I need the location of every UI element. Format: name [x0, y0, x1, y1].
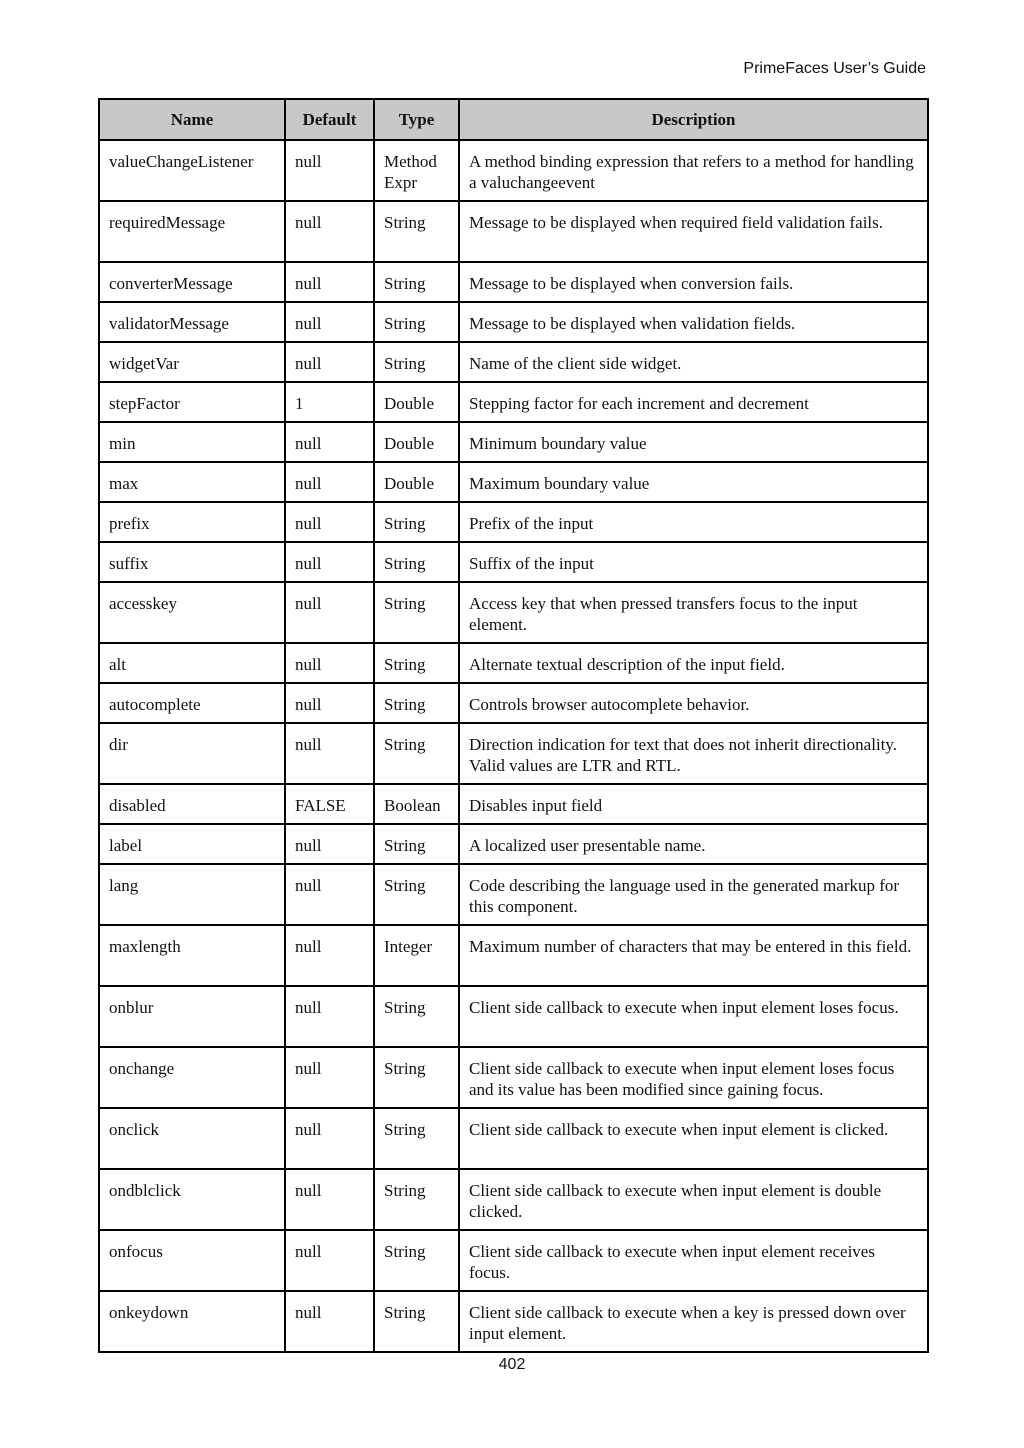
- cell-description: Minimum boundary value: [459, 422, 928, 462]
- cell-type: String: [374, 1047, 459, 1108]
- table-row: [99, 462, 928, 502]
- cell-description: A method binding expression that refers to a method for handling a valuchangeevent: [459, 140, 928, 201]
- cell-type: String: [374, 542, 459, 582]
- cell-default: null: [285, 986, 374, 1047]
- cell-description: Client side callback to execute when input element loses focus.: [459, 986, 928, 1047]
- cell-default: null: [285, 1108, 374, 1169]
- cell-name: requiredMessage: [99, 201, 285, 262]
- cell-default: null: [285, 302, 374, 342]
- cell-description: Access key that when pressed transfers focus to the input element.: [459, 582, 928, 643]
- cell-name: maxlength: [99, 925, 285, 986]
- table-row: [99, 542, 928, 582]
- cell-type: String: [374, 824, 459, 864]
- cell-description: Client side callback to execute when input element receives focus.: [459, 1230, 928, 1291]
- cell-name: onclick: [99, 1108, 285, 1169]
- cell-description: Alternate textual description of the input field.: [459, 643, 928, 683]
- cell-description: Client side callback to execute when a key is pressed down over input element.: [459, 1291, 928, 1352]
- table-row: [99, 1230, 928, 1291]
- cell-default: null: [285, 1047, 374, 1108]
- cell-type: Method Expr: [374, 140, 459, 201]
- cell-type: Boolean: [374, 784, 459, 824]
- table-row: [99, 824, 928, 864]
- table-row: [99, 1169, 928, 1230]
- cell-name: stepFactor: [99, 382, 285, 422]
- cell-name: accesskey: [99, 582, 285, 643]
- cell-default: 1: [285, 382, 374, 422]
- table-row: [99, 864, 928, 925]
- cell-default: null: [285, 422, 374, 462]
- table-row: [99, 201, 928, 262]
- cell-description: Code describing the language used in the generated markup for this component.: [459, 864, 928, 925]
- cell-name: onblur: [99, 986, 285, 1047]
- running-header: PrimeFaces User’s Guide: [743, 60, 926, 77]
- cell-name: onkeydown: [99, 1291, 285, 1352]
- table-row: [99, 302, 928, 342]
- cell-description: Message to be displayed when conversion fails.: [459, 262, 928, 302]
- cell-default: null: [285, 502, 374, 542]
- cell-default: null: [285, 542, 374, 582]
- cell-type: String: [374, 1230, 459, 1291]
- table-row: [99, 502, 928, 542]
- cell-name: prefix: [99, 502, 285, 542]
- cell-name: suffix: [99, 542, 285, 582]
- attributes-table: [98, 98, 929, 1353]
- cell-type: String: [374, 986, 459, 1047]
- cell-default: null: [285, 342, 374, 382]
- cell-type: Integer: [374, 925, 459, 986]
- cell-description: Controls browser autocomplete behavior.: [459, 683, 928, 723]
- cell-type: String: [374, 342, 459, 382]
- cell-description: Message to be displayed when required field validation fails.: [459, 201, 928, 262]
- cell-type: String: [374, 1108, 459, 1169]
- cell-type: String: [374, 1169, 459, 1230]
- cell-description: Client side callback to execute when input element is double clicked.: [459, 1169, 928, 1230]
- cell-default: null: [285, 1230, 374, 1291]
- cell-default: null: [285, 824, 374, 864]
- cell-type: String: [374, 262, 459, 302]
- cell-name: autocomplete: [99, 683, 285, 723]
- cell-default: null: [285, 864, 374, 925]
- cell-type: Double: [374, 382, 459, 422]
- cell-default: null: [285, 925, 374, 986]
- cell-type: String: [374, 582, 459, 643]
- table-row: [99, 723, 928, 784]
- cell-default: null: [285, 723, 374, 784]
- cell-type: String: [374, 643, 459, 683]
- cell-type: String: [374, 502, 459, 542]
- column-header-default: Default: [285, 99, 374, 140]
- cell-type: String: [374, 683, 459, 723]
- cell-name: widgetVar: [99, 342, 285, 382]
- cell-description: Maximum boundary value: [459, 462, 928, 502]
- table-row: [99, 1291, 928, 1352]
- cell-default: null: [285, 262, 374, 302]
- table-row: [99, 784, 928, 824]
- cell-default: null: [285, 201, 374, 262]
- cell-type: String: [374, 201, 459, 262]
- cell-default: null: [285, 683, 374, 723]
- column-header-type: Type: [374, 99, 459, 140]
- cell-default: null: [285, 140, 374, 201]
- cell-type: String: [374, 302, 459, 342]
- cell-type: String: [374, 1291, 459, 1352]
- cell-type: String: [374, 723, 459, 784]
- table-row: [99, 342, 928, 382]
- cell-description: Name of the client side widget.: [459, 342, 928, 382]
- cell-type: Double: [374, 462, 459, 502]
- cell-name: dir: [99, 723, 285, 784]
- table-row: [99, 422, 928, 462]
- table-row: [99, 643, 928, 683]
- table-header-row: [99, 99, 928, 140]
- cell-description: Prefix of the input: [459, 502, 928, 542]
- cell-type: Double: [374, 422, 459, 462]
- cell-type: String: [374, 864, 459, 925]
- table-row: [99, 986, 928, 1047]
- cell-default: null: [285, 1291, 374, 1352]
- cell-description: Stepping factor for each increment and decrement: [459, 382, 928, 422]
- cell-name: min: [99, 422, 285, 462]
- column-header-description: Description: [459, 99, 928, 140]
- cell-default: FALSE: [285, 784, 374, 824]
- cell-name: converterMessage: [99, 262, 285, 302]
- page-number: 402: [498, 1356, 526, 1373]
- cell-name: validatorMessage: [99, 302, 285, 342]
- table-row: [99, 1047, 928, 1108]
- cell-name: onchange: [99, 1047, 285, 1108]
- cell-description: Client side callback to execute when input element is clicked.: [459, 1108, 928, 1169]
- column-header-name: Name: [99, 99, 285, 140]
- cell-description: Client side callback to execute when input element loses focus and its value has been modified since gaining focus.: [459, 1047, 928, 1108]
- cell-default: null: [285, 582, 374, 643]
- cell-name: max: [99, 462, 285, 502]
- cell-name: ondblclick: [99, 1169, 285, 1230]
- cell-default: null: [285, 643, 374, 683]
- cell-name: label: [99, 824, 285, 864]
- cell-description: Maximum number of characters that may be entered in this field.: [459, 925, 928, 986]
- cell-description: A localized user presentable name.: [459, 824, 928, 864]
- table-row: [99, 1108, 928, 1169]
- cell-default: null: [285, 462, 374, 502]
- cell-name: valueChangeListener: [99, 140, 285, 201]
- cell-name: onfocus: [99, 1230, 285, 1291]
- cell-default: null: [285, 1169, 374, 1230]
- cell-description: Disables input field: [459, 784, 928, 824]
- cell-name: alt: [99, 643, 285, 683]
- cell-name: lang: [99, 864, 285, 925]
- table-row: [99, 382, 928, 422]
- cell-description: Direction indication for text that does not inherit directionality. Valid values are LTR and RTL.: [459, 723, 928, 784]
- table-row: [99, 140, 928, 201]
- cell-description: Message to be displayed when validation fields.: [459, 302, 928, 342]
- cell-description: Suffix of the input: [459, 542, 928, 582]
- table-row: [99, 683, 928, 723]
- table-row: [99, 262, 928, 302]
- table-row: [99, 925, 928, 986]
- table-row: [99, 582, 928, 643]
- cell-name: disabled: [99, 784, 285, 824]
